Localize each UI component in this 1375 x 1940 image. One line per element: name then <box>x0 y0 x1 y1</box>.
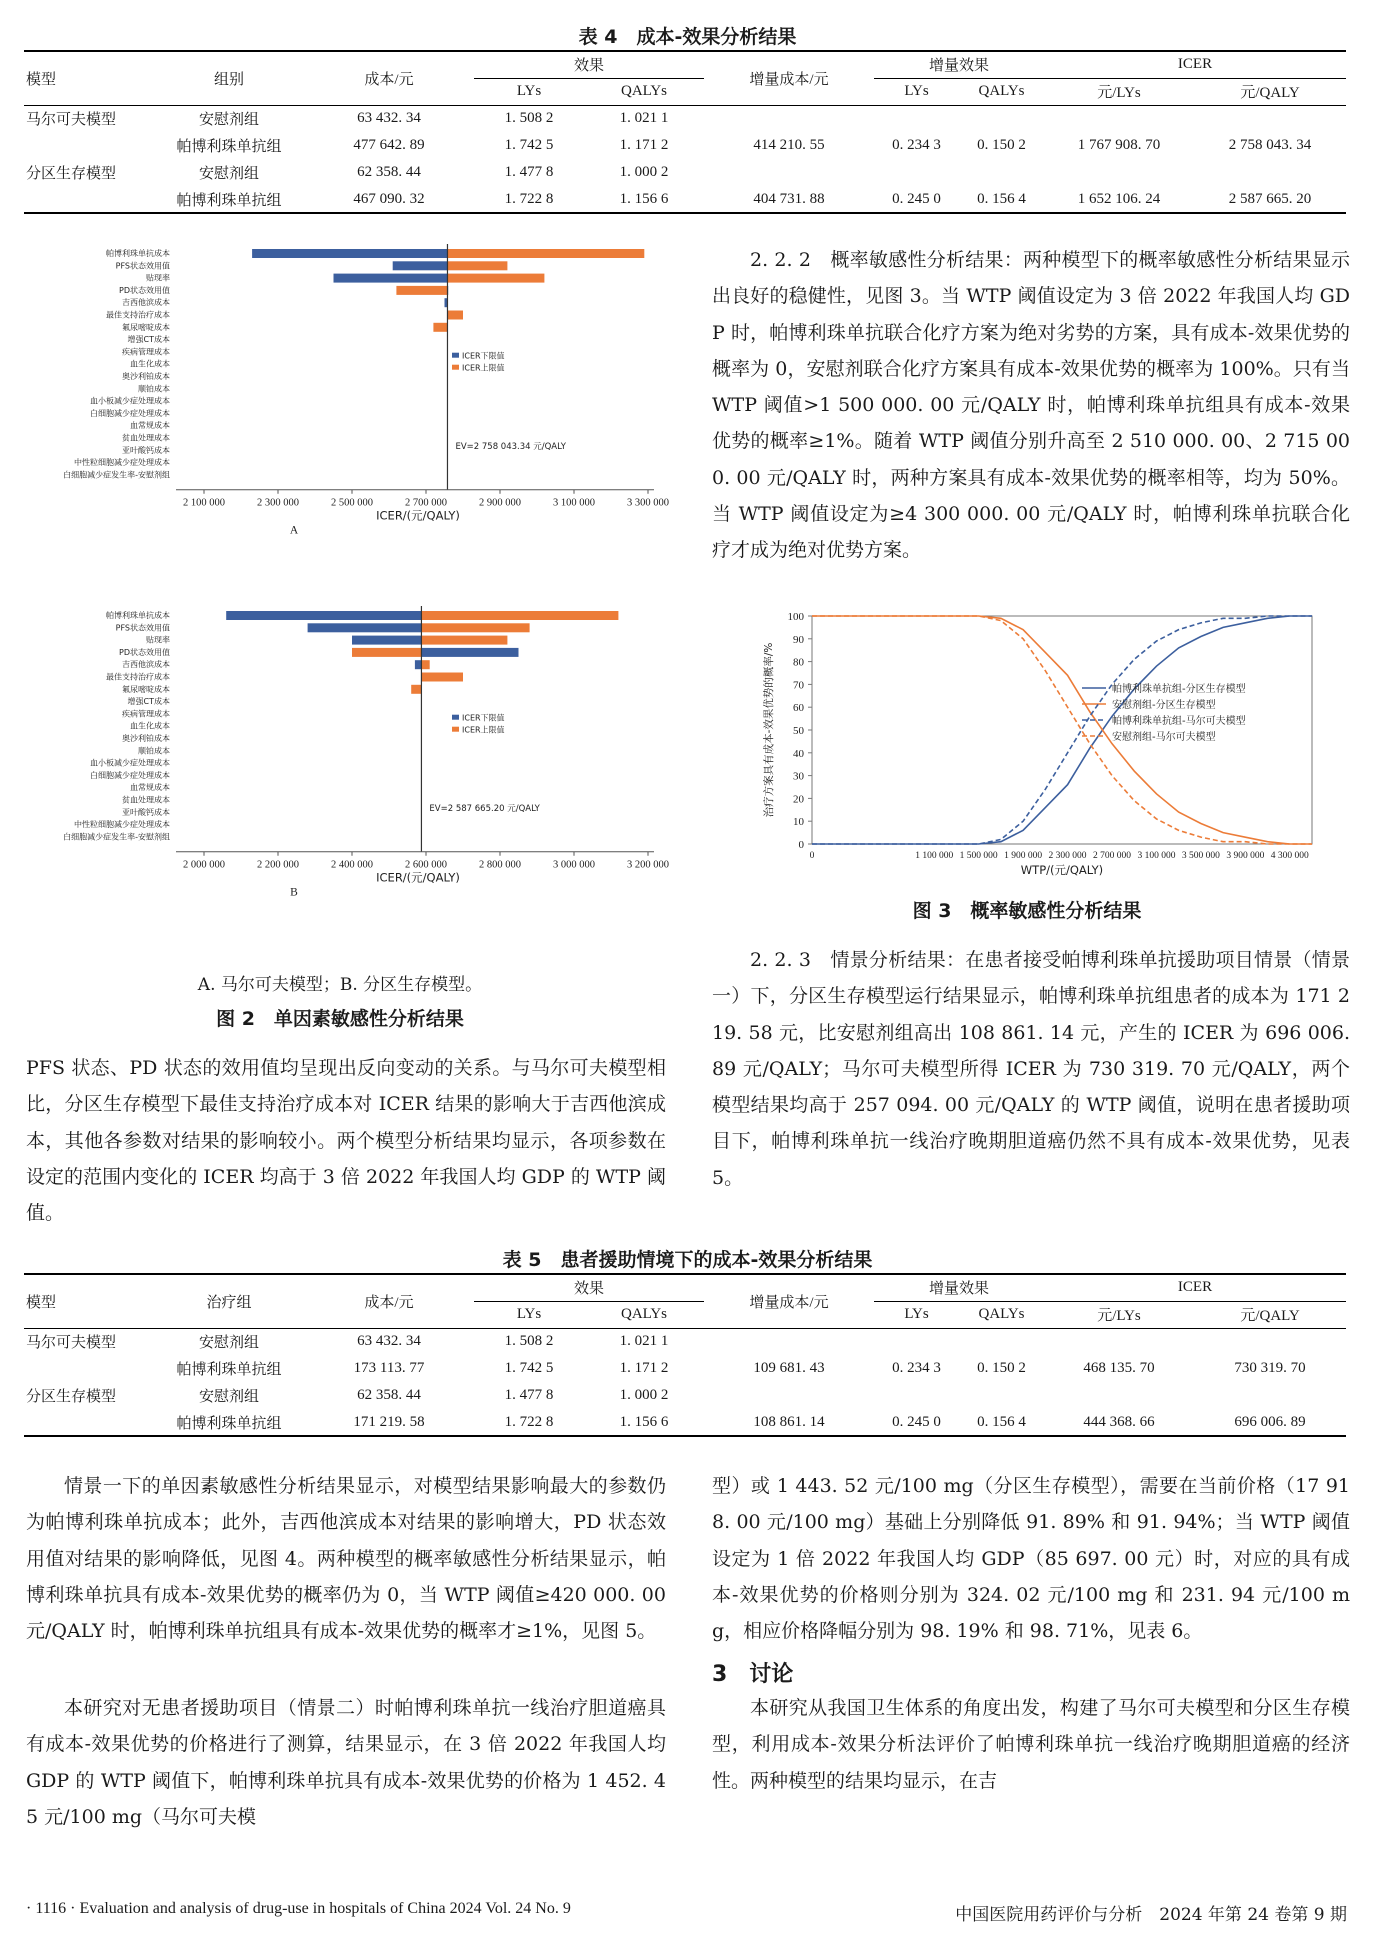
panel-label: A <box>289 524 299 537</box>
legend-swatch-high <box>452 365 459 370</box>
bar-icer-high <box>421 660 429 669</box>
table4 <box>24 50 1346 214</box>
th-group: 治疗组 <box>154 1274 304 1328</box>
table-cell: 马尔可夫模型 <box>26 112 117 129</box>
table-cell: 62 358. 44 <box>357 164 421 180</box>
th-icer: ICER <box>1044 51 1346 78</box>
table-cell <box>24 132 154 159</box>
table-cell: 安慰剂组 <box>198 166 259 182</box>
table-cell: 1. 021 1 <box>619 110 669 127</box>
x-tick-label: 2 500 000 <box>331 497 373 509</box>
legend-label: 帕博利珠单抗组-分区生存模型 <box>1112 684 1246 695</box>
table-cell <box>1044 105 1194 132</box>
param-label: 中性粒细胞减少症处理成本 <box>74 458 170 468</box>
param-label: 氟尿嘧啶成本 <box>122 684 170 694</box>
ev-label: EV=2 587 665.20 元/QALY <box>429 803 540 814</box>
left-paragraph-1: PFS 状态、PD 状态的效用值均呈现出反向变动的关系。与马尔可夫模型相比，分区生存模型下最佳支持治疗成本对 ICER 结果的影响大于吉西他滨成本，其他各参数对结果的影响较小。两个模型分析结果均显示，各项参数在设定的范围内变化的 ICER 均高于 3 倍 2022 年我国人均 GDP 的 WTP 阈值。 <box>26 1057 666 1225</box>
x-tick-label: 2 700 000 <box>1093 851 1131 861</box>
bar-icer-low <box>252 249 447 258</box>
param-label: 疾病管理成本 <box>122 709 170 719</box>
table-cell: 马尔可夫模型 <box>26 1335 117 1352</box>
fig2-caption: 图 2 单因素敏感性分析结果 <box>216 1008 464 1030</box>
tornado-chart-b <box>20 602 680 964</box>
param-label: 奥沙利铂成本 <box>122 372 170 381</box>
param-label: 亚叶酸钙成本 <box>122 807 170 817</box>
bottom-right-paragraph-1: 型）或 1 443. 52 元/100 mg（分区生存模型），需要在当前价格（17 918. 00 元/100 mg）基础上分别降低 91. 89% 和 91. 94%；当 WTP 阈值设定为 1 倍 2022 年我国人均 GDP（85 697. 00 元）时，对应的具有成本-效果优势的价格则分别为 324. 02 元/100 mg 和 231. 94 元/100 mg，相应价格降幅分别为 98. 19% 和 98. 71%，见表 6。 <box>712 1475 1350 1643</box>
table-cell: 1. 021 1 <box>619 1333 669 1350</box>
y-tick-label: 10 <box>793 816 804 829</box>
param-label: 帕博利珠单抗成本 <box>106 249 170 258</box>
param-label: 吉西他滨成本 <box>122 298 170 308</box>
table-cell: 467 090. 32 <box>304 186 474 213</box>
x-tick-label: 1 100 000 <box>915 851 954 861</box>
bar-icer-low <box>308 623 422 632</box>
param-label: 增强CT成本 <box>127 697 170 707</box>
table-cell <box>959 1328 1044 1355</box>
x-tick-label: 3 200 000 <box>627 859 669 871</box>
th-lys: LYs <box>474 1301 584 1328</box>
x-tick-label: 0 <box>809 851 815 861</box>
legend-swatch-high <box>452 727 459 732</box>
y-tick-label: 20 <box>793 793 804 806</box>
table-cell: 1. 742 5 <box>504 1360 554 1376</box>
bar-icer-high <box>411 685 421 694</box>
x-tick-label: 2 900 000 <box>479 497 521 509</box>
table-cell: 0. 156 4 <box>959 186 1044 213</box>
param-label: 白细胞减少症处理成本 <box>90 770 170 780</box>
th-inc-cost: 增量成本/元 <box>704 51 874 105</box>
bar-icer-low <box>415 660 422 669</box>
table-cell: 404 731. 88 <box>704 186 874 213</box>
th-inc-effect: 增量效果 <box>874 51 1044 78</box>
table-cell <box>1044 1382 1194 1409</box>
th-icer: ICER <box>1044 1274 1346 1301</box>
table-cell: 1 767 908. 70 <box>1077 137 1161 153</box>
bar-icer-low <box>352 636 421 645</box>
param-label: 血常规成本 <box>130 783 170 793</box>
bar-icer-low <box>421 648 518 657</box>
table-cell: 0. 245 0 <box>874 186 959 213</box>
legend-label-high: ICER上限值 <box>462 363 505 373</box>
section-2-2-2: 2. 2. 2 概率敏感性分析结果：两种模型下的概率敏感性分析结果显示出良好的稳健性，见图 3。当 WTP 阈值设定为 3 倍 2022 年我国人均 GDP 时，帕博利珠单抗联合化疗方案为绝对劣势的方案，具有成本-效果优势的概率为 0，安慰剂联合化疗方案具有成本-效果优势的概率为 100%。只有当 WTP 阈值>1 500 000. 00 元/QALY 时，帕博利珠单抗组具有成本-效果优势的概率≥1%。随着 WTP 阈值分别升高至 2 510 000. 00、2 715 000. 00 元/QALY 时，两种方案具有成本-效果优势的概率相等，均为 50%。当 WTP 阈值设定为≥4 300 000. 00 元/QALY 时，帕博利珠单抗联合化疗才成为绝对优势方案。 <box>712 249 1350 562</box>
y-tick-label: 40 <box>793 747 804 760</box>
legend-swatch-low <box>452 353 459 358</box>
table-cell: 1. 722 8 <box>474 186 584 213</box>
x-tick-label: 3 100 000 <box>553 497 595 509</box>
x-tick-label: 3 000 000 <box>553 859 595 871</box>
legend-label: 安慰剂组-分区生存模型 <box>1112 700 1216 711</box>
legend-label: 帕博利珠单抗组-马尔可夫模型 <box>1112 716 1246 727</box>
table-cell: 1. 171 2 <box>619 1360 669 1376</box>
th-inc-effect: 增量效果 <box>874 1274 1044 1301</box>
th-cost: 成本/元 <box>304 1274 474 1328</box>
table-cell: 171 219. 58 <box>304 1409 474 1436</box>
x-tick-label: 3 100 000 <box>1137 851 1176 861</box>
series-line <box>812 616 1312 844</box>
th-effect: 效果 <box>474 51 704 78</box>
table-cell: 0. 245 0 <box>874 1409 959 1436</box>
bar-icer-low <box>334 274 448 283</box>
bar-icer-high <box>447 261 507 270</box>
th-yuan_ly: 元/LYs <box>1044 78 1194 105</box>
param-label: 血生化成本 <box>130 721 170 731</box>
x-tick-label: 2 400 000 <box>331 859 373 871</box>
table-cell: 帕博利珠单抗组 <box>154 186 304 213</box>
bar-icer-high <box>396 286 447 295</box>
table-cell <box>1194 1328 1346 1355</box>
x-tick-label: 4 300 000 <box>1270 851 1309 861</box>
table-cell <box>1194 159 1346 186</box>
series-line <box>812 616 1312 844</box>
table-row <box>24 105 1346 132</box>
table-row <box>24 159 1346 186</box>
table5-caption: 表 5 患者援助情境下的成本-效果分析结果 <box>502 1249 873 1271</box>
param-label: 血小板减少症处理成本 <box>90 758 170 768</box>
th-yuan_qaly: 元/QALY <box>1194 78 1346 105</box>
legend-label-low: ICER下限值 <box>462 351 505 361</box>
bar-icer-high <box>433 323 447 332</box>
table-cell <box>1044 159 1194 186</box>
table-cell <box>959 1382 1044 1409</box>
table-cell: 1. 722 8 <box>474 1409 584 1436</box>
bar-icer-high <box>447 274 544 283</box>
table-cell <box>24 186 154 213</box>
table-cell <box>959 159 1044 186</box>
bar-icer-high <box>421 673 463 682</box>
table-cell: 2 758 043. 34 <box>1228 137 1312 153</box>
table-cell: 63 432. 34 <box>357 1333 421 1350</box>
bar-icer-low <box>393 261 448 270</box>
param-label: 贴现率 <box>146 635 170 645</box>
bottom-right-paragraph-2: 本研究从我国卫生体系的角度出发，构建了马尔可夫模型和分区生存模型，利用成本-效果分析法评价了帕博利珠单抗一线治疗晚期胆道癌的经济性。两种模型的结果均显示，在吉 <box>712 1697 1350 1792</box>
th-model: 模型 <box>24 51 154 105</box>
param-label: PD状态效用值 <box>119 647 170 657</box>
table-cell: 468 135. 70 <box>1083 1360 1155 1376</box>
table-cell <box>1044 1328 1194 1355</box>
table-cell: 0. 150 2 <box>977 1360 1026 1376</box>
table-cell <box>704 159 874 186</box>
th-inc-lys: LYs <box>874 78 959 105</box>
table-cell: 0. 150 2 <box>977 137 1026 153</box>
x-tick-label: 3 900 000 <box>1226 851 1265 861</box>
table-cell: 414 210. 55 <box>753 137 825 153</box>
table-cell: 1 652 106. 24 <box>1044 186 1194 213</box>
param-label: 贫血处理成本 <box>122 433 170 443</box>
table-cell: 0. 156 4 <box>959 1409 1044 1436</box>
table-cell: 696 006. 89 <box>1194 1409 1346 1436</box>
y-tick-label: 100 <box>787 611 804 623</box>
table-cell: 730 319. 70 <box>1234 1360 1306 1376</box>
table-cell: 62 358. 44 <box>357 1387 421 1403</box>
x-tick-label: 2 600 000 <box>405 859 447 871</box>
param-label: 顺铂成本 <box>138 746 170 756</box>
table-row <box>24 1355 1346 1382</box>
table-cell <box>704 1328 874 1355</box>
table-cell: 1. 508 2 <box>504 1333 554 1350</box>
param-label: PFS状态效用值 <box>115 261 170 271</box>
table-cell: 1. 000 2 <box>619 1387 669 1403</box>
table-cell: 444 368. 66 <box>1044 1409 1194 1436</box>
y-axis-title: 治疗方案具有成本-效果优势的概率/% <box>763 642 775 818</box>
x-tick-label: 3 300 000 <box>627 497 669 509</box>
param-label: 帕博利珠单抗成本 <box>106 611 170 620</box>
table-cell: 帕博利珠单抗组 <box>176 1362 282 1378</box>
legend-label-high: ICER上限值 <box>462 725 505 735</box>
param-label: 亚叶酸钙成本 <box>122 445 170 455</box>
bar-icer-high <box>421 611 618 620</box>
table-cell <box>874 105 959 132</box>
table-cell: 1. 171 2 <box>619 137 669 153</box>
x-tick-label: 1 500 000 <box>959 851 998 861</box>
bar-icer-high <box>421 623 529 632</box>
footer-journal-en: · 1116 · Evaluation and analysis of drug-use in hospitals of China 2024 Vol. 24 No. 9 <box>26 1900 571 1917</box>
legend-label: 安慰剂组-马尔可夫模型 <box>1112 732 1216 743</box>
th-inc-cost: 增量成本/元 <box>704 1274 874 1328</box>
footer-journal-cn: 中国医院用药评价与分析 2024 年第 24 卷第 9 期 <box>955 1905 1347 1925</box>
y-tick-label: 80 <box>793 656 804 669</box>
bottom-left-paragraph-1: 情景一下的单因素敏感性分析结果显示，对模型结果影响最大的参数仍为帕博利珠单抗成本；此外，吉西他滨成本对结果的影响增大，PD 状态效用值对结果的影响降低，见图 4。两种模型的概率敏感性分析结果显示，帕博利珠单抗具有成本-效果优势的概率仍为 0，当 WTP 阈值≥420 000. 00 元/QALY 时，帕博利珠单抗组具有成本-效果优势的概率才≥1%，见图 5。 <box>26 1475 666 1643</box>
plot-frame <box>812 616 1312 844</box>
table-cell: 477 642. 89 <box>353 137 425 153</box>
bar-icer-high <box>447 249 644 258</box>
table-cell <box>959 105 1044 132</box>
x-axis-title: WTP/(元/QALY) <box>1020 863 1104 877</box>
th-qalys: QALYs <box>584 78 704 105</box>
table-cell: 1. 156 6 <box>584 1409 704 1436</box>
table-row <box>24 1409 1346 1436</box>
param-label: 贫血处理成本 <box>122 795 170 805</box>
param-label: PFS状态效用值 <box>115 623 170 633</box>
section-2-2-3: 2. 2. 3 情景分析结果：在患者接受帕博利珠单抗援助项目情景（情景一）下，分区生存模型运行结果显示，帕博利珠单抗组患者的成本为 171 219. 58 元，比安慰剂组高出 108 861. 14 元，产生的 ICER 为 696 006. 89 元/QALY；马尔可夫模型所得 ICER 为 730 319. 70 元/QALY，两个模型结果均高于 257 094. 00 元/QALY 的 WTP 阈值，说明在患者援助项目下，帕博利珠单抗一线治疗晚期胆道癌仍然不具有成本-效果优势，见表 5。 <box>712 949 1350 1189</box>
table-cell <box>874 1382 959 1409</box>
y-tick-label: 90 <box>793 633 804 646</box>
series-line <box>812 616 1312 844</box>
th-inc-qalys: QALYs <box>959 1301 1044 1328</box>
bottom-left-paragraph-2: 本研究对无患者援助项目（情景二）时帕博利珠单抗一线治疗胆道癌具有成本-效果优势的价格进行了测算，结果显示，在 3 倍 2022 年我国人均 GDP 的 WTP 阈值下，帕博利珠单抗具有成本-效果优势的价格为 1 452. 45 元/100 mg（马尔可夫模 <box>26 1697 666 1828</box>
table5 <box>24 1273 1346 1437</box>
table-row <box>24 132 1346 159</box>
param-label: 疾病管理成本 <box>122 347 170 357</box>
table-cell: 0. 234 3 <box>892 137 941 153</box>
x-tick-label: 2 300 000 <box>257 497 299 509</box>
y-tick-label: 70 <box>793 679 804 692</box>
table-cell <box>24 1409 154 1436</box>
table-cell: 帕博利珠单抗组 <box>176 139 282 155</box>
x-tick-label: 3 500 000 <box>1181 851 1220 861</box>
table-cell <box>874 159 959 186</box>
section-heading-discussion: 3 讨论 <box>712 1662 794 1687</box>
th-qalys: QALYs <box>584 1301 704 1328</box>
bar-icer-high <box>352 648 421 657</box>
ev-label: EV=2 758 043.34 元/QALY <box>455 441 566 452</box>
table-cell <box>704 1382 874 1409</box>
th-yuan_qaly: 元/QALY <box>1194 1301 1346 1328</box>
bar-icer-high <box>447 311 463 320</box>
x-tick-label: 2 100 000 <box>183 497 225 509</box>
y-tick-label: 0 <box>798 839 804 851</box>
table-cell <box>1194 105 1346 132</box>
table-cell <box>1194 1382 1346 1409</box>
table-cell: 1. 508 2 <box>504 110 554 127</box>
table-cell: 1. 477 8 <box>504 1387 554 1403</box>
x-axis-title: ICER/(元/QALY) <box>376 870 460 885</box>
param-label: 最佳支持治疗成本 <box>106 310 170 320</box>
panel-label: B <box>290 886 298 899</box>
y-tick-label: 30 <box>793 770 804 783</box>
param-label: 氟尿嘧啶成本 <box>122 322 170 332</box>
param-label: 贴现率 <box>146 273 170 283</box>
x-tick-label: 2 200 000 <box>257 859 299 871</box>
table-cell: 分区生存模型 <box>26 1389 117 1405</box>
table-row <box>24 186 1346 213</box>
fig2-subcaption: A. 马尔可夫模型；B. 分区生存模型。 <box>197 975 483 995</box>
table-cell: 173 113. 77 <box>353 1360 425 1376</box>
table4-caption: 表 4 成本-效果分析结果 <box>578 26 797 48</box>
th-model: 模型 <box>24 1274 154 1328</box>
series-line <box>812 616 1312 844</box>
table-cell <box>704 105 874 132</box>
table-cell: 1. 742 5 <box>504 137 554 153</box>
table-cell: 2 587 665. 20 <box>1194 186 1346 213</box>
table-cell: 108 861. 14 <box>704 1409 874 1436</box>
param-label: 顺铂成本 <box>138 384 170 394</box>
table-cell: 帕博利珠单抗组 <box>154 1409 304 1436</box>
table-row <box>24 1382 1346 1409</box>
tornado-chart-a <box>20 240 680 598</box>
param-label: 白细胞减少症发生率-安慰剂组 <box>63 470 170 480</box>
table-row <box>24 1328 1346 1355</box>
y-tick-label: 50 <box>793 725 804 737</box>
table-cell <box>874 1328 959 1355</box>
th-group: 组别 <box>154 51 304 105</box>
table-cell: 安慰剂组 <box>198 112 259 129</box>
bar-icer-low <box>226 611 421 620</box>
table-cell: 安慰剂组 <box>198 1335 259 1352</box>
param-label: 白细胞减少症发生率-安慰剂组 <box>63 832 170 842</box>
table-cell <box>24 1355 154 1382</box>
table-cell: 1. 000 2 <box>619 164 669 180</box>
param-label: 白细胞减少症处理成本 <box>90 408 170 418</box>
table-cell: 1. 477 8 <box>504 164 554 180</box>
legend-label-low: ICER下限值 <box>462 713 505 723</box>
param-label: 增强CT成本 <box>127 335 170 345</box>
param-label: 吉西他滨成本 <box>122 660 170 670</box>
x-tick-label: 2 300 000 <box>1048 851 1087 861</box>
param-label: PD状态效用值 <box>119 285 170 295</box>
x-tick-label: 2 700 000 <box>405 497 447 509</box>
th-lys: LYs <box>474 78 584 105</box>
th-cost: 成本/元 <box>304 51 474 105</box>
table-cell: 0. 234 3 <box>892 1360 941 1376</box>
param-label: 中性粒细胞减少症处理成本 <box>74 820 170 830</box>
param-label: 血常规成本 <box>130 421 170 431</box>
table-cell: 分区生存模型 <box>26 166 117 182</box>
line-chart-fig3 <box>712 604 1342 894</box>
th-yuan_ly: 元/LYs <box>1044 1301 1194 1328</box>
y-tick-label: 60 <box>793 702 804 715</box>
table-cell: 63 432. 34 <box>357 110 421 127</box>
bar-icer-high <box>421 636 507 645</box>
param-label: 奥沙利铂成本 <box>122 734 170 743</box>
param-label: 血生化成本 <box>130 359 170 369</box>
table-cell: 1. 156 6 <box>584 186 704 213</box>
table-cell: 安慰剂组 <box>198 1389 259 1405</box>
fig3-caption: 图 3 概率敏感性分析结果 <box>912 900 1142 922</box>
legend-swatch-low <box>452 715 459 720</box>
th-effect: 效果 <box>474 1274 704 1301</box>
th-inc-qalys: QALYs <box>959 78 1044 105</box>
x-tick-label: 2 000 000 <box>183 859 225 871</box>
param-label: 血小板减少症处理成本 <box>90 396 170 406</box>
x-axis-title: ICER/(元/QALY) <box>376 508 460 523</box>
th-inc-lys: LYs <box>874 1301 959 1328</box>
x-tick-label: 2 800 000 <box>479 859 521 871</box>
x-tick-label: 1 900 000 <box>1004 851 1043 861</box>
param-label: 最佳支持治疗成本 <box>106 672 170 682</box>
table-cell: 109 681. 43 <box>753 1360 825 1376</box>
